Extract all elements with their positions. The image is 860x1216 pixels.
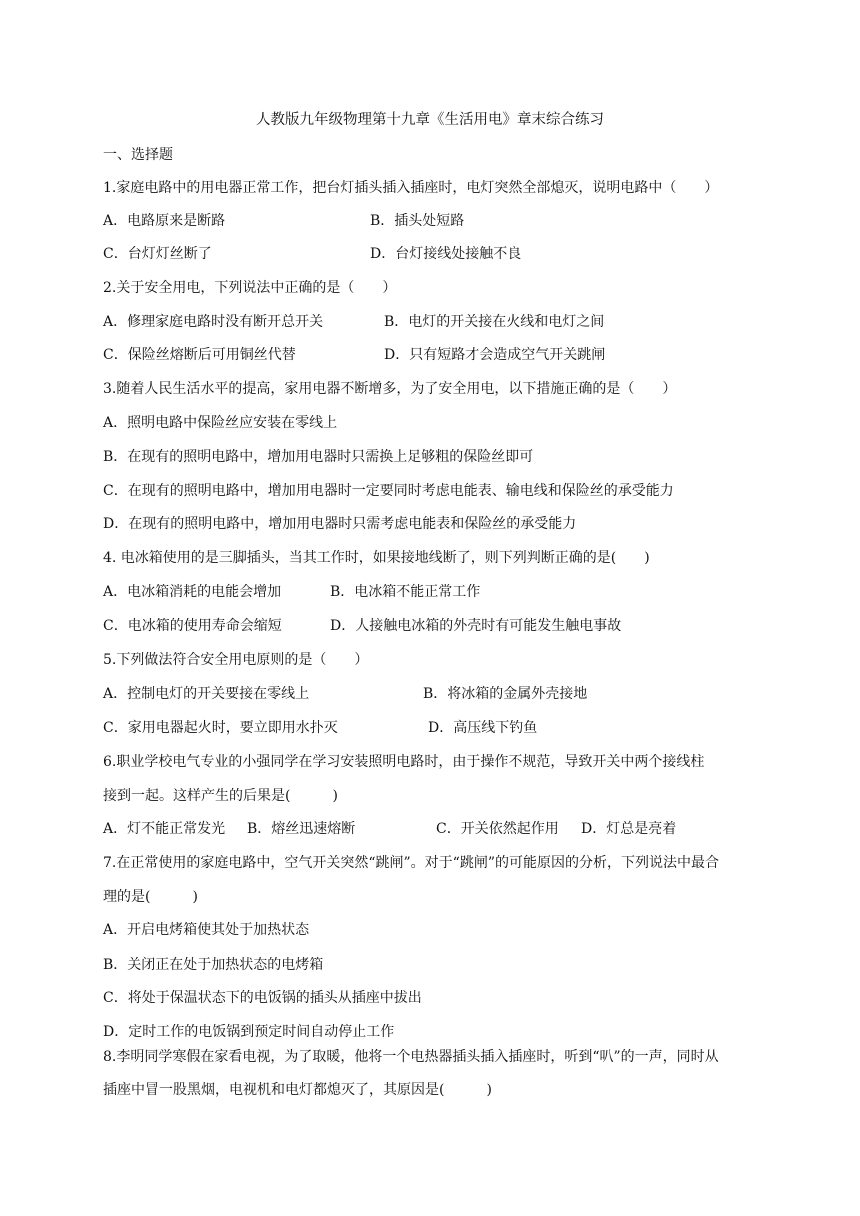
question-7-stem-line-1: 7.在正常使用的家庭电路中，空气开关突然“跳闸”。对于“跳闸”的可能原因的分析，下列说法中最合 bbox=[103, 855, 719, 871]
question-3-option-d: D．在现有的照明电路中，增加用电器时只需考虑电能表和保险丝的承受能力 bbox=[103, 516, 577, 532]
question-5-option-c: C．家用电器起火时，要立即用水扑灭 bbox=[103, 720, 338, 736]
question-6-option-d: D．灯总是亮着 bbox=[581, 821, 677, 837]
question-5-stem: 5.下列做法符合安全用电原则的是（ ） bbox=[103, 652, 369, 668]
question-1-stem: 1.家庭电路中的用电器正常工作，把台灯插头插入插座时，电灯突然全部熄灭，说明电路中（ ） bbox=[103, 180, 719, 196]
question-4-option-c: C．电冰箱的使用寿命会缩短 bbox=[103, 618, 282, 634]
question-6-option-c: C．开关依然起作用 bbox=[436, 821, 559, 837]
question-5-option-b: B．将冰箱的金属外壳接地 bbox=[423, 686, 588, 702]
question-7-option-b: B．关闭正在处于加热状态的电烤箱 bbox=[103, 957, 324, 973]
question-2-option-b: B．电灯的开关接在火线和电灯之间 bbox=[384, 314, 605, 330]
question-6-stem-line-2: 接到一起。这样产生的后果是( ) bbox=[103, 788, 338, 804]
question-3-stem: 3.随着人民生活水平的提高，家用电器不断增多，为了安全用电，以下措施正确的是（ ） bbox=[103, 381, 677, 397]
question-6-stem-line-1: 6.职业学校电气专业的小强同学在学习安装照明电路时，由于操作不规范，导致开关中两个接线柱 bbox=[103, 754, 705, 770]
question-7-option-d: D．定时工作的电饭锅到预定时间自动停止工作 bbox=[103, 1024, 395, 1040]
question-4-stem: 4. 电冰箱使用的是三脚插头，当其工作时，如果接地线断了，则下列判断正确的是( ) bbox=[103, 550, 650, 566]
question-3-option-c: C．在现有的照明电路中，增加用电器时一定要同时考虑电能表、输电线和保险丝的承受能力 bbox=[103, 483, 674, 499]
document-title: 人教版九年级物理第十九章《生活用电》章末综合练习 bbox=[256, 112, 604, 128]
question-6-option-b: B．熔丝迅速熔断 bbox=[247, 821, 356, 837]
question-7-option-a: A．开启电烤箱使其处于加热状态 bbox=[103, 922, 310, 938]
question-4-option-d: D．人接触电冰箱的外壳时有可能发生触电事故 bbox=[330, 618, 622, 634]
question-2-stem: 2.关于安全用电，下列说法中正确的是（ ） bbox=[103, 280, 397, 296]
question-5-option-a: A．控制电灯的开关要接在零线上 bbox=[103, 686, 310, 702]
question-1-option-c: C．台灯灯丝断了 bbox=[103, 246, 212, 262]
question-8-stem-line-1: 8.李明同学寒假在家看电视，为了取暖，他将一个电热器插头插入插座时，听到“叭”的一声，同时从 bbox=[103, 1049, 719, 1065]
question-2-option-d: D．只有短路才会造成空气开关跳闸 bbox=[384, 347, 606, 363]
question-1-option-b: B．插头处短路 bbox=[370, 213, 465, 229]
question-3-option-a: A．照明电路中保险丝应安装在零线上 bbox=[103, 415, 338, 431]
question-2-option-c: C．保险丝熔断后可用铜丝代替 bbox=[103, 347, 296, 363]
question-2-option-a: A．修理家庭电路时没有断开总开关 bbox=[103, 314, 324, 330]
question-1-option-d: D．台灯接线处接触不良 bbox=[370, 246, 522, 262]
section-heading: 一、选择题 bbox=[103, 147, 173, 163]
question-5-option-d: D．高压线下钓鱼 bbox=[428, 720, 538, 736]
question-4-option-a: A．电冰箱消耗的电能会增加 bbox=[103, 584, 282, 600]
question-3-option-b: B．在现有的照明电路中，增加用电器时只需换上足够粗的保险丝即可 bbox=[103, 449, 534, 465]
question-7-stem-line-2: 理的是( ) bbox=[103, 889, 198, 905]
question-6-option-a: A．灯不能正常发光 bbox=[103, 821, 226, 837]
question-1-option-a: A．电路原来是断路 bbox=[103, 213, 226, 229]
question-8-stem-line-2: 插座中冒一股黑烟，电视机和电灯都熄灭了，其原因是( ) bbox=[103, 1082, 492, 1098]
question-4-option-b: B．电冰箱不能正常工作 bbox=[330, 584, 481, 600]
question-7-option-c: C．将处于保温状态下的电饭锅的插头从插座中拔出 bbox=[103, 990, 422, 1006]
